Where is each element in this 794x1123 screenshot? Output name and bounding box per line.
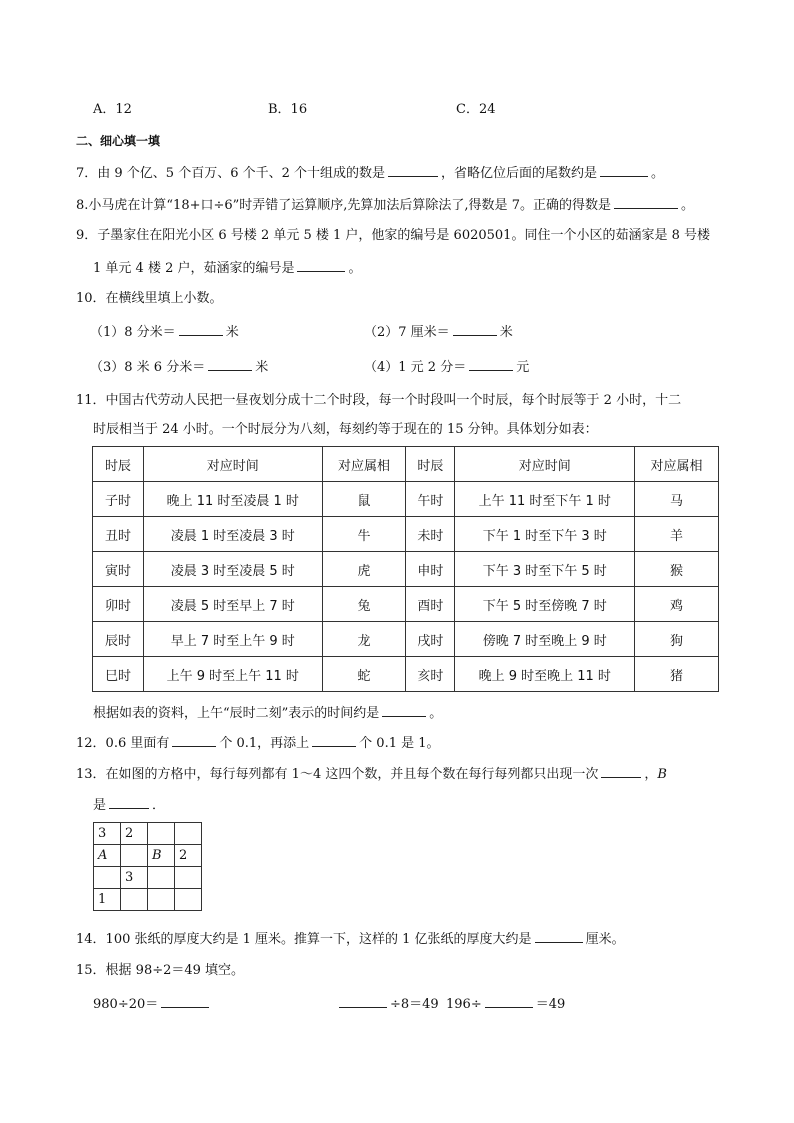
grid-cell: 3: [121, 867, 148, 889]
grid-cell: [175, 867, 202, 889]
table-row: [93, 622, 719, 657]
table-cell: 戌时: [406, 622, 455, 657]
table-cell: 卯时: [93, 587, 144, 622]
table-cell: 午时: [406, 482, 455, 517]
shichen-table: [92, 446, 719, 692]
question-15-expr3: 196÷ ＝49: [446, 994, 565, 1014]
table-cell: 晚上 11 时至凌晨 1 时: [143, 482, 322, 517]
grid-cell: [148, 867, 175, 889]
column-header: 对应时间: [455, 447, 635, 482]
table-cell: 辰时: [93, 622, 144, 657]
table-cell: 上午 9 时至上午 11 时: [143, 657, 322, 692]
option-c: C．24: [456, 102, 496, 117]
grid-cell: [94, 867, 121, 889]
section-title: 二、细心填一填: [76, 134, 161, 148]
answer-blank[interactable]: [339, 994, 387, 1008]
number-grid: [93, 822, 202, 911]
column-header: 对应属相: [322, 447, 406, 482]
question-15-expr1: 980÷20＝: [93, 994, 212, 1014]
grid-row: [94, 867, 202, 889]
answer-blank[interactable]: [312, 733, 356, 747]
table-row: [93, 587, 719, 622]
question-13-line2: 是 ．: [93, 795, 165, 815]
table-cell: 下午 5 时至傍晚 7 时: [455, 587, 635, 622]
column-header: 时辰: [93, 447, 144, 482]
answer-blank[interactable]: [172, 733, 216, 747]
answer-blank[interactable]: [614, 195, 678, 209]
table-cell: 寅时: [93, 552, 144, 587]
table-cell: 马: [635, 482, 719, 517]
grid-cell: [175, 823, 202, 845]
table-cell: 凌晨 3 时至凌晨 5 时: [143, 552, 322, 587]
table-cell: 狗: [635, 622, 719, 657]
question-9-line1: 9．子墨家住在阳光小区 6 号楼 2 单元 5 楼 1 户，他家的编号是 6020501。同住一个小区的茹涵家是 8 号楼: [76, 228, 710, 243]
table-cell: 猪: [635, 657, 719, 692]
table-cell: 亥时: [406, 657, 455, 692]
column-header: 对应属相: [635, 447, 719, 482]
table-cell: 早上 7 时至上午 9 时: [143, 622, 322, 657]
table-cell: 牛: [322, 517, 406, 552]
table-cell: 未时: [406, 517, 455, 552]
column-header: 时辰: [406, 447, 455, 482]
table-header-row: [93, 447, 719, 482]
grid-cell: 2: [121, 823, 148, 845]
answer-blank[interactable]: [600, 163, 648, 177]
answer-blank[interactable]: [179, 322, 223, 336]
question-10-item1: （1）8 分米＝ 米: [90, 322, 239, 342]
table-cell: 鼠: [322, 482, 406, 517]
answer-blank[interactable]: [297, 258, 345, 272]
option-b: B．16: [268, 102, 308, 117]
table-cell: 上午 11 时至下午 1 时: [455, 482, 635, 517]
answer-blank[interactable]: [382, 703, 426, 717]
grid-row: [94, 845, 202, 867]
table-cell: 晚上 9 时至晚上 11 时: [455, 657, 635, 692]
answer-blank[interactable]: [601, 764, 641, 778]
table-cell: 下午 3 时至下午 5 时: [455, 552, 635, 587]
question-15-title: 15．根据 98÷2＝49 填空。: [76, 963, 245, 978]
grid-cell: 2: [175, 845, 202, 867]
table-cell: 申时: [406, 552, 455, 587]
grid-cell: 1: [94, 889, 121, 911]
option-a: A．12: [93, 102, 132, 117]
table-cell: 丑时: [93, 517, 144, 552]
grid-cell: B: [148, 845, 175, 867]
grid-cell: [148, 823, 175, 845]
question-13-line1: 13．在如图的方格中，每行每列都有 1～4 这四个数，并且每个数在每行每列都只出现一次 ，B: [76, 764, 667, 784]
grid-cell: A: [94, 845, 121, 867]
table-row: [93, 552, 719, 587]
question-15-expr2: ÷8＝49: [336, 994, 439, 1014]
question-9-line2: 1 单元 4 楼 2 户，茹涵家的编号是 。: [93, 258, 362, 278]
answer-blank[interactable]: [469, 357, 513, 371]
question-11-line1: 11．中国古代劳动人民把一昼夜划分成十二个时段，每一个时段叫一个时辰，每个时辰等于 2 小时，十二: [76, 393, 682, 408]
table-cell: 巳时: [93, 657, 144, 692]
question-11-ask: 根据如表的资料，上午“辰时二刻”表示的时间约是 。: [93, 703, 442, 723]
answer-blank[interactable]: [388, 163, 438, 177]
table-cell: 凌晨 1 时至凌晨 3 时: [143, 517, 322, 552]
table-cell: 子时: [93, 482, 144, 517]
grid-row: [94, 823, 202, 845]
table-cell: 酉时: [406, 587, 455, 622]
question-12: 12．0.6 里面有 个 0.1，再添上 个 0.1 是 1。: [76, 733, 440, 753]
table-row: [93, 482, 719, 517]
table-cell: 下午 1 时至下午 3 时: [455, 517, 635, 552]
question-10-item3: （3）8 米 6 分米＝ 米: [90, 357, 268, 377]
question-10-item4: （4）1 元 2 分＝ 元: [364, 357, 529, 377]
grid-row: [94, 889, 202, 911]
grid-cell: 3: [94, 823, 121, 845]
answer-blank[interactable]: [208, 357, 252, 371]
answer-blank[interactable]: [485, 994, 533, 1008]
question-10-item2: （2）7 厘米＝ 米: [364, 322, 513, 342]
answer-blank[interactable]: [535, 929, 583, 943]
grid-cell: [121, 889, 148, 911]
question-7: 7．由 9 个亿、5 个百万、6 个千、2 个十组成的数是 ，省略亿位后面的尾数约是 。: [76, 163, 664, 183]
question-14: 14．100 张纸的厚度大约是 1 厘米。推算一下，这样的 1 亿张纸的厚度大约是 厘米。: [76, 929, 625, 949]
answer-blank[interactable]: [453, 322, 497, 336]
answer-blank[interactable]: [109, 795, 149, 809]
column-header: 对应时间: [143, 447, 322, 482]
question-11-line2: 时辰相当于 24 小时。一个时辰分为八刻，每刻约等于现在的 15 分钟。具体划分如表：: [93, 422, 598, 437]
table-cell: 兔: [322, 587, 406, 622]
grid-cell: [148, 889, 175, 911]
question-8: 8.小马虎在计算“18+口÷6”时弄错了运算顺序,先算加法后算除法了,得数是 7。正确的得数是 。: [76, 195, 694, 215]
grid-cell: [121, 845, 148, 867]
table-cell: 凌晨 5 时至早上 7 时: [143, 587, 322, 622]
table-row: [93, 517, 719, 552]
table-cell: 鸡: [635, 587, 719, 622]
table-cell: 猴: [635, 552, 719, 587]
table-cell: 蛇: [322, 657, 406, 692]
question-10-title: 10．在横线里填上小数。: [76, 291, 223, 306]
table-row: [93, 657, 719, 692]
grid-cell: [175, 889, 202, 911]
table-cell: 龙: [322, 622, 406, 657]
table-cell: 傍晚 7 时至晚上 9 时: [455, 622, 635, 657]
table-cell: 虎: [322, 552, 406, 587]
table-cell: 羊: [635, 517, 719, 552]
answer-blank[interactable]: [161, 994, 209, 1008]
